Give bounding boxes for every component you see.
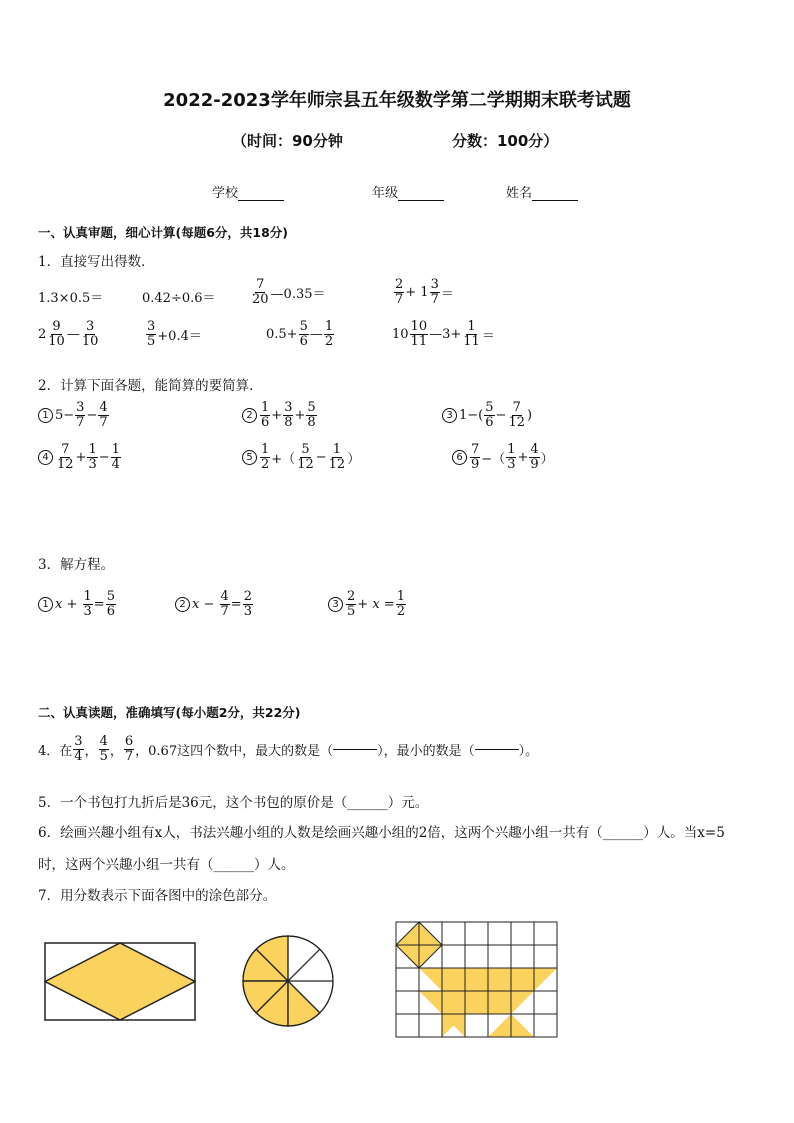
q3-eq-3: 3 $\frac{2}{5}$ + x = $\frac{1}{2}$ [328, 590, 407, 618]
q1-expr-7: 0.5+ $\frac{5}{6}$ — $\frac{1}{2}$ [266, 319, 334, 349]
exam-score: 分数：100分） [452, 132, 559, 150]
name-field: 姓名 [506, 182, 578, 201]
q2-expr-1: 1 5− $\frac{3}{7}$ − $\frac{4}{7}$ [38, 401, 110, 429]
q1-expr-4: $\frac{2}{7}$ + 1 $\frac{3}{7}$ ＝ [395, 277, 454, 307]
q1-expr-8: 10 $\frac{10}{11}$ —3+ $\frac{1}{11}$ ＝ [392, 319, 495, 349]
section2-heading: 二、认真读题，准确填写(每小题2分，共22分) [38, 705, 301, 720]
q6-text-a: 6．绘画兴趣小组有x人，书法兴趣小组的人数是绘画兴趣小组的2倍，这两个兴趣小组一共有（______）人。当x=5 [38, 825, 725, 841]
exam-time: （时间：90分钟 [232, 132, 343, 150]
rectangle-rhombus-figure [44, 942, 196, 1022]
q7-text: 7．用分数表示下面各图中的涂色部分。 [38, 888, 277, 904]
q6-text-b: 时，这两个兴趣小组一共有（______）人。 [38, 857, 295, 873]
q2-expr-6: 6 $\frac{7}{9}$ −（ $\frac{1}{3}$ + $\frac{4}{9}$ ） [452, 443, 554, 471]
circle-sectors-figure [240, 933, 336, 1029]
grade-field: 年级 [372, 182, 444, 201]
q2-expr-4: 4 $\frac{7}{12}$ + $\frac{1}{3}$ − $\frac{1}{4}$ [38, 443, 122, 471]
section1-heading: 一、认真审题，细心计算(每题6分，共18分) [38, 225, 289, 240]
q2-label: 2．计算下面各题，能简算的要简算． [38, 378, 263, 394]
q3-label: 3．解方程。 [38, 557, 115, 573]
q2-expr-2: 2 $\frac{1}{6}$ + $\frac{3}{8}$ + $\frac{5}{8}$ [242, 401, 318, 429]
q1-expr-5: 2 $\frac{9}{10}$ — $\frac{3}{10}$ [38, 319, 99, 349]
q2-expr-3: 3 1−( $\frac{5}{6}$ − $\frac{7}{12}$ ) [442, 401, 532, 429]
school-field: 学校 [212, 182, 284, 201]
q1-label: 1．直接写出得数． [38, 254, 155, 270]
q2-expr-5: 5 $\frac{1}{2}$ +（ $\frac{5}{12}$ − $\frac{1}{12}$ ） [242, 443, 360, 471]
grid-shape-figure [392, 920, 558, 1042]
q1-expr-2: 0.42÷0.6＝ [142, 291, 216, 306]
q3-eq-2: 2 x − $\frac{4}{7}$ = $\frac{2}{3}$ [175, 590, 254, 618]
q5-text: 5．一个书包打九折后是36元，这个书包的原价是（______）元。 [38, 795, 429, 811]
q1-expr-6: $\frac{3}{5}$ +0.4＝ [147, 319, 202, 349]
q4-text: 4．在 $\frac{3}{4}$ ， $\frac{4}{5}$ ， $\frac{6}{7}$ ，0.67这四个数中，最大的数是（ ），最小的数是（ ）。 [38, 734, 539, 764]
page-title: 2022-2023学年师宗县五年级数学第二学期期末联考试题 [163, 90, 631, 111]
q3-eq-1: 1 x + $\frac{1}{3}$ = $\frac{5}{6}$ [38, 590, 117, 618]
q1-expr-1: 1.3×0.5＝ [38, 291, 104, 306]
q1-expr-3: $\frac{7}{20}$ —0.35＝ [252, 277, 326, 307]
